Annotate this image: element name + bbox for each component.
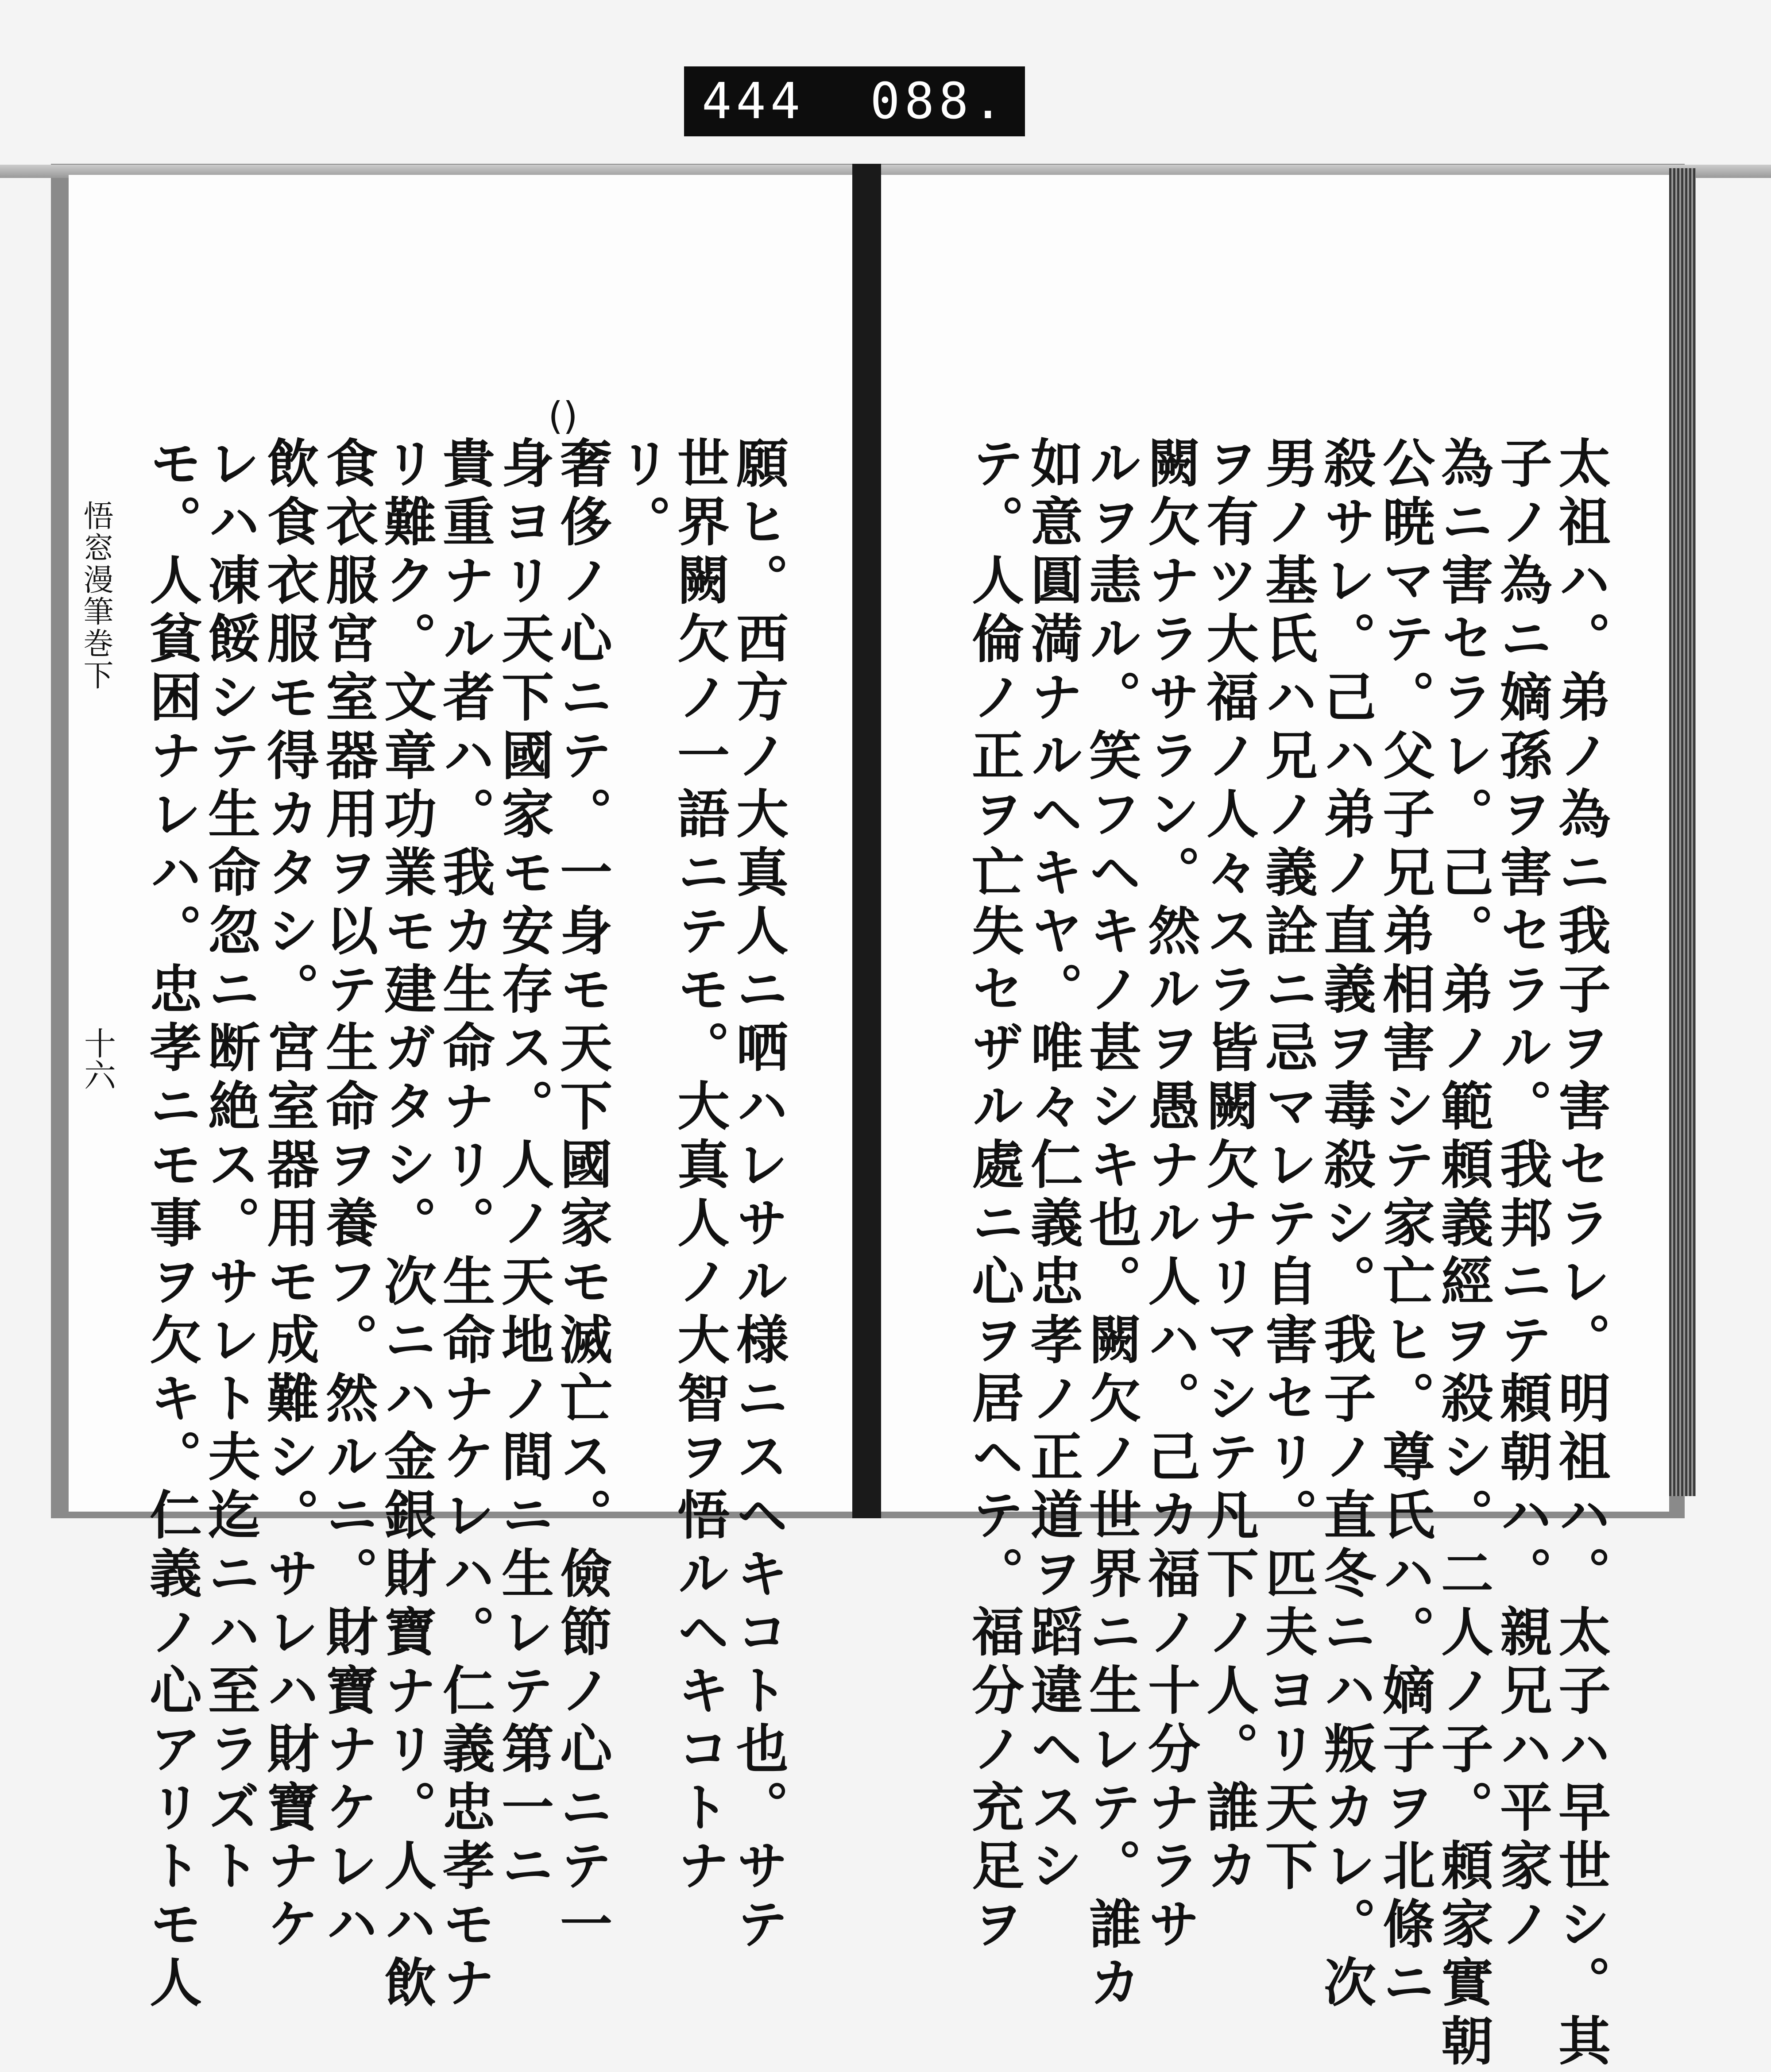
right-text-column: 男ノ基氏ハ兄ノ義詮ニ忌マレテ自害セリ。匹夫ヨリ天下: [1257, 436, 1318, 1897]
right-text-column: 公暁マテ。父子兄弟相害シテ家亡ヒ。尊氏ハ。嫡子ヲ北條ニ: [1374, 436, 1435, 2014]
scan-label-right: 088.: [870, 73, 1007, 130]
left-text-column: 飲食衣服モ得カタシ。宮室器用モ成難シ。サレハ財寶ナケ: [258, 436, 320, 1955]
book-spine: [852, 164, 881, 1518]
right-text-column: ルヲ恚ル。笑フヘキノ甚シキ也。闕欠ノ世界ニ生レテ。誰カ: [1080, 436, 1142, 2014]
left-text-column: リ難ク。文章功業モ建ガタシ。次ニハ金銀財寶ナリ。人ハ飲: [375, 436, 437, 2014]
right-text-column: テ。人倫ノ正ヲ亡失セザル處ニ心ヲ居ヘテ。福分ノ充足ヲ: [963, 436, 1025, 1955]
left-text-column: リ。: [610, 436, 672, 553]
left-text-column: 食衣服宮室器用ヲ以テ生命ヲ養フ。然ルニ。財寶ナケレハ: [317, 436, 379, 1955]
page-number: 十六: [79, 1027, 116, 1091]
left-text-column: 奢侈ノ心ニテ。一身モ天下國家モ滅亡ス。儉節ノ心ニテ一: [551, 436, 613, 1955]
right-text-column: 太祖ハ。弟ノ為ニ我子ヲ害セラレ。明祖ハ。太子ハ早世シ。其: [1550, 436, 1611, 2072]
left-text-column: 願ヒ。西方ノ大真人ニ哂ハレサル様ニスヘキコト也。サテ: [727, 436, 789, 1955]
page-edges: [1669, 168, 1696, 1496]
right-text-column: 如意圓満ナルヘキヤ。唯々仁義忠孝ノ正道ヲ蹈違ヘスシ: [1022, 436, 1083, 1897]
left-text-column: 身ヨリ天下國家モ安存ス。人ノ天地ノ間ニ生レテ第一ニ: [493, 436, 554, 1897]
scan-label: [684, 66, 1025, 136]
left-text-column: 貴重ナル者ハ。我カ生命ナリ。生命ナケレハ。仁義忠孝モナ: [434, 436, 495, 2014]
left-text-column: レハ凍餒シテ生命忽ニ断絶ス。サレト夫迄ニハ至ラズト: [199, 436, 261, 1897]
running-head: 悟窓漫筆巻下: [78, 500, 113, 691]
right-text-column: ヲ有ツ大福ノ人々スラ皆闕欠ナリマシテ凡下ノ人。誰カ: [1198, 436, 1259, 1897]
right-text-column: 殺サレ。己ハ弟ノ直義ヲ毒殺シ。我子ノ直冬ニハ叛カレ。次: [1315, 436, 1377, 2014]
scan-label-left: 444: [702, 73, 805, 130]
section-mark: (): [548, 394, 578, 438]
right-text-column: 闕欠ナラサラン。然ルヲ愚ナル人ハ。己カ福ノ十分ナラサ: [1139, 436, 1201, 1955]
right-text-column: 子ノ為ニ嫡孫ヲ害セラル。我邦ニテ頼朝ハ。親兄ハ平家ノ: [1491, 436, 1553, 1955]
left-text-column: 世界闕欠ノ一語ニテモ。大真人ノ大智ヲ悟ルヘキコトナ: [669, 436, 730, 1897]
left-text-column: モ。人貧困ナレハ。忠孝ニモ事ヲ欠キ。仁義ノ心アリトモ人: [141, 436, 202, 2014]
right-text-column: 為ニ害セラレ。己。弟ノ範頼義經ヲ殺シ。二人ノ子。頼家實朝: [1432, 436, 1494, 2072]
